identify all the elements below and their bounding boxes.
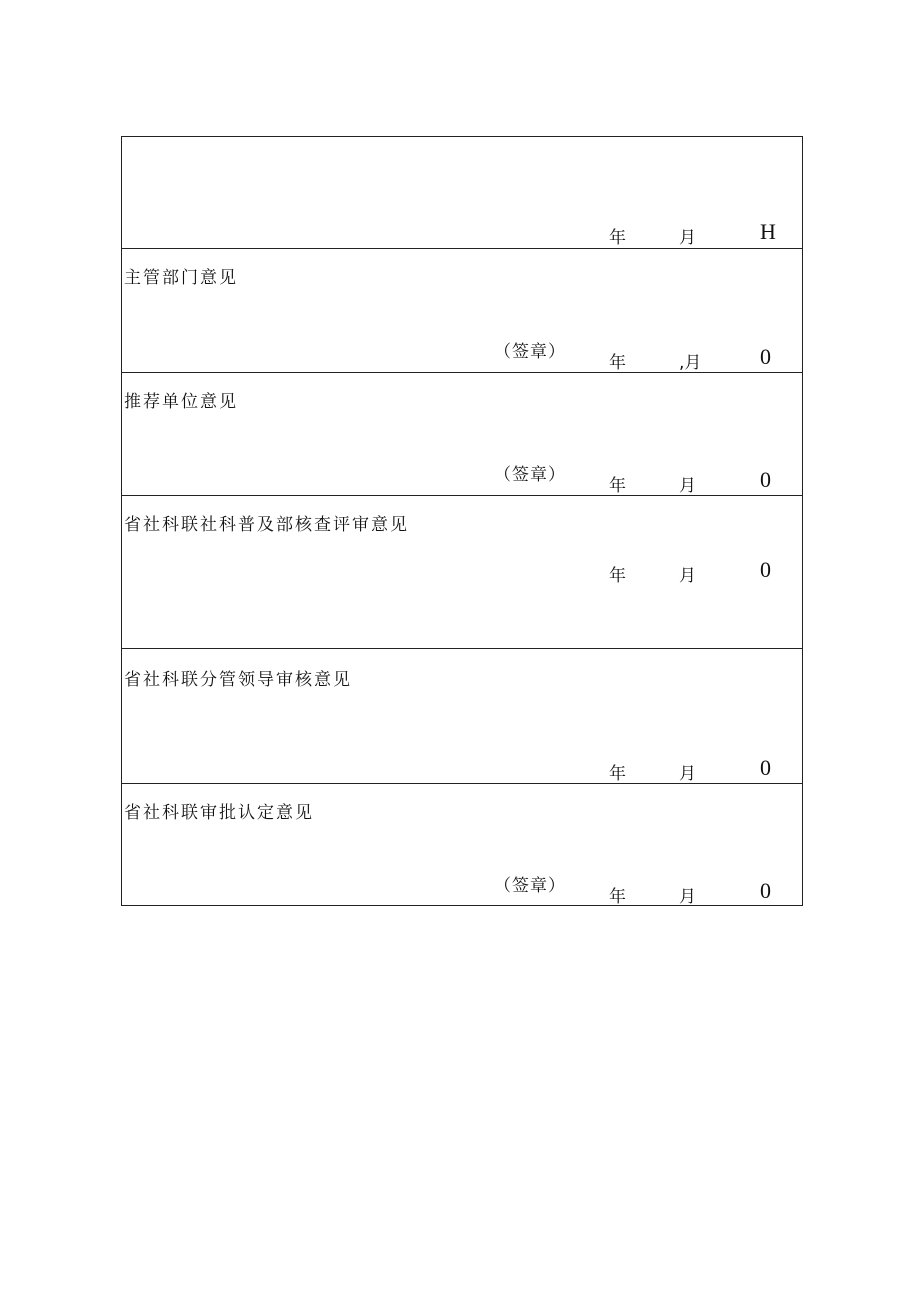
seal-label: （签章） <box>494 876 566 896</box>
month-label: 月 <box>679 476 696 496</box>
seal-label: （签章） <box>494 342 566 362</box>
day-label: 0 <box>760 557 771 582</box>
row-label: 省社科联分管领导审核意见 <box>124 670 352 690</box>
form-row-popularization-review-opinion <box>122 495 802 648</box>
form-row-recommending-unit-opinion <box>122 372 802 495</box>
day-label: H <box>760 219 776 244</box>
seal-label: （签章） <box>494 465 566 485</box>
day-label: 0 <box>760 878 771 903</box>
month-label: 月 <box>679 764 696 784</box>
form-row-top <box>122 137 802 248</box>
year-label: 年 <box>609 764 626 784</box>
opinion-form-table <box>121 136 803 906</box>
month-label: ,月 <box>679 353 702 373</box>
row-label: 推荐单位意见 <box>124 392 238 412</box>
day-label: 0 <box>760 467 771 492</box>
day-label: 0 <box>760 755 771 780</box>
year-label: 年 <box>609 228 626 248</box>
year-label: 年 <box>609 476 626 496</box>
year-label: 年 <box>609 566 626 586</box>
day-label: 0 <box>760 344 771 369</box>
row-label: 省社科联社科普及部核查评审意见 <box>124 515 409 535</box>
month-label: 月 <box>679 228 696 248</box>
form-row-approval-opinion <box>122 783 802 905</box>
month-label: 月 <box>679 887 696 907</box>
month-label: 月 <box>679 566 696 586</box>
year-label: 年 <box>609 353 626 373</box>
row-label: 省社科联审批认定意见 <box>124 803 314 823</box>
row-label: 主管部门意见 <box>124 268 238 288</box>
form-row-supervisor-opinion <box>122 248 802 372</box>
form-row-leader-review-opinion <box>122 648 802 783</box>
year-label: 年 <box>609 887 626 907</box>
